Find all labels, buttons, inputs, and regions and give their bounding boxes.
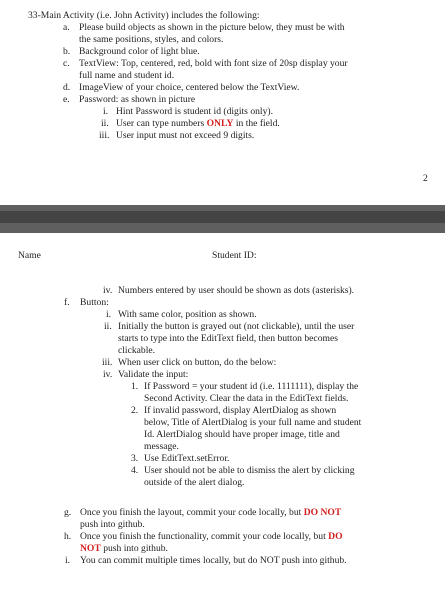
page-number: 2 (423, 173, 428, 184)
f-ii-line3: clickable. (118, 345, 156, 356)
item-i: You can commit multiple times locally, but do NOT push into github. (80, 555, 347, 566)
item-d: ImageView of your choice, centered below the TextView. (79, 82, 300, 93)
list-marker: e. (63, 94, 70, 105)
list-marker: f. (64, 297, 70, 308)
v2-line1: If invalid password, display AlertDialog as shown (144, 405, 337, 416)
list-marker: 1. (131, 381, 139, 392)
list-marker: i. (106, 309, 112, 320)
v2-line3: Id. AlertDialog should have proper image, title and (144, 429, 340, 440)
heading: 33-Main Activity (i.e. John Activity) includes the following: (28, 10, 260, 21)
list-marker: i. (65, 555, 71, 566)
item-c-line1: TextView: Top, centered, red, bold with font size of 20sp display your (79, 58, 348, 69)
item-a-line2: the same positions, styles, and colors. (79, 34, 224, 45)
list-marker: i. (103, 106, 109, 117)
page-1 (0, 0, 445, 205)
item-e: Password: as shown in picture (79, 94, 196, 105)
v1-line2: Second Activity. Clear the data in the EditText fields. (144, 393, 349, 404)
sub-iii: User input must not exceed 9 digits. (116, 130, 255, 141)
f-ii-line1: Initially the button is grayed out (not clickable), until the user (118, 321, 355, 332)
list-marker: 4. (131, 465, 139, 476)
list-marker: d. (63, 82, 71, 93)
f-iv: Validate the input: (118, 369, 189, 380)
v2-line2: below, Title of AlertDialog is your full name and student (144, 417, 362, 428)
item-c-line2: full name and student id. (79, 70, 175, 81)
v4-line2: outside of the alert dialog. (144, 477, 245, 488)
student-id-label: Student ID: (212, 250, 257, 261)
f-i: With same color, position as shown. (118, 309, 257, 320)
list-marker: iv. (103, 285, 113, 296)
f-ii-line2: starts to type into the EditText field, then button becomes (118, 333, 338, 344)
item-b: Background color of light blue. (79, 46, 200, 57)
sub-iv: Numbers entered by user should be shown as dots (asterisks). (118, 285, 355, 296)
list-marker: h. (64, 531, 72, 542)
list-marker: b. (63, 46, 71, 57)
sub-ii: User can type numbers ONLY in the field. (116, 118, 280, 129)
item-g-line1: Once you finish the layout, commit your code locally, but DO NOT (80, 507, 342, 518)
item-g-line2: push into github. (80, 519, 145, 530)
list-marker: a. (63, 22, 70, 33)
f-iii: When user click on button, do the below: (118, 357, 277, 368)
item-a-line1: Please build objects as shown in the picture below, they must be with (79, 22, 345, 33)
list-marker: iii. (99, 130, 110, 141)
list-marker: c. (63, 58, 70, 69)
page-separator (0, 205, 445, 233)
list-marker: iii. (102, 357, 113, 368)
list-marker: ii. (101, 118, 109, 129)
v2-line4: message. (144, 441, 179, 452)
v1-line1: If Password = your student id (i.e. 1111111), display the (144, 381, 359, 392)
name-label: Name (18, 250, 41, 261)
list-marker: 2. (131, 405, 139, 416)
item-h-line1: Once you finish the functionality, commit your code locally, but DO (80, 531, 343, 542)
list-marker: 3. (131, 453, 139, 464)
list-marker: ii. (104, 321, 112, 332)
v4-line1: User should not be able to dismiss the alert by clicking (144, 465, 355, 476)
v3: Use EditText.setError. (144, 453, 230, 464)
sub-i: Hint Password is student id (digits only). (116, 106, 273, 117)
list-marker: g. (64, 507, 72, 518)
item-h-line2: NOT push into github. (80, 543, 168, 554)
item-f: Button: (80, 297, 109, 308)
page-2 (0, 233, 445, 595)
list-marker: iv. (103, 369, 113, 380)
